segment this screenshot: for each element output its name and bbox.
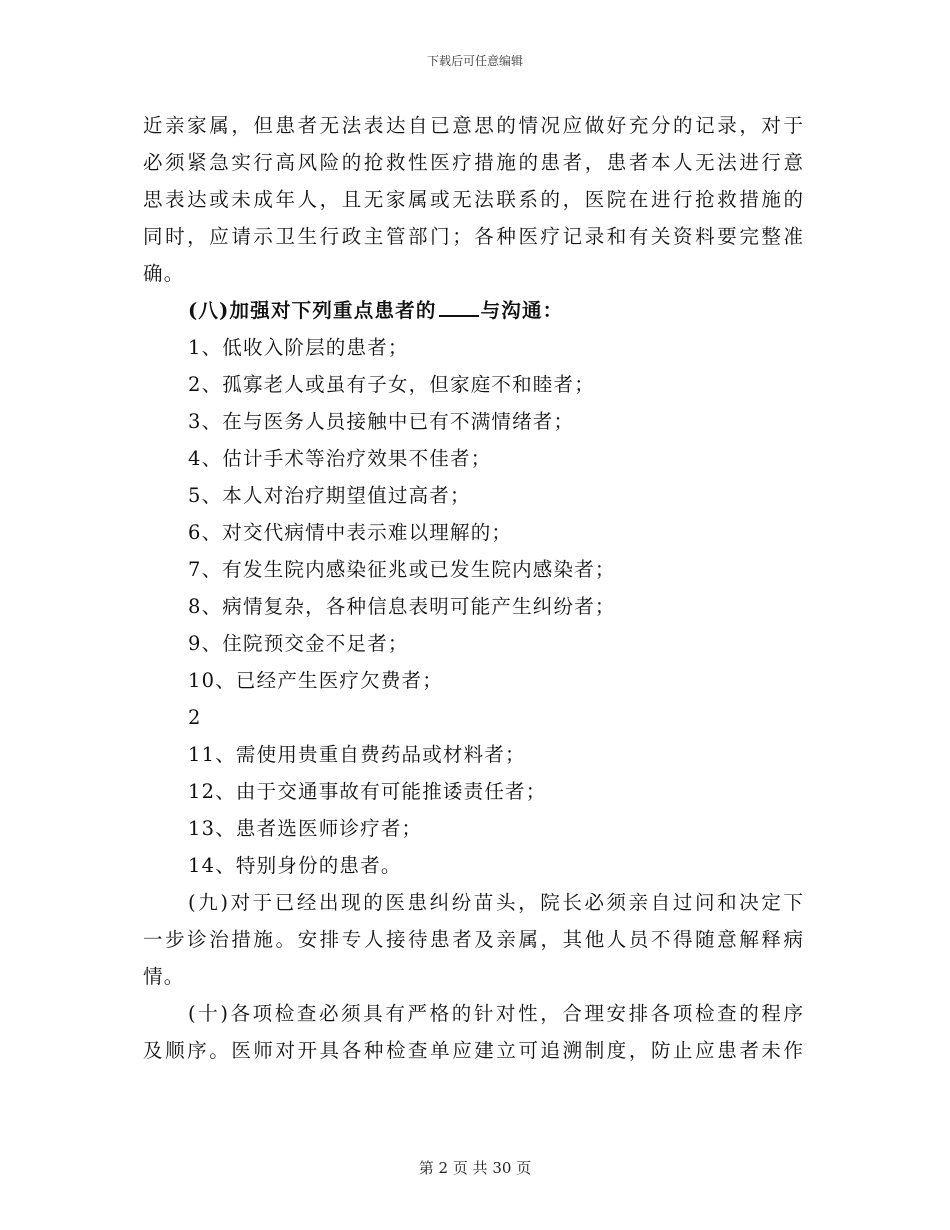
paragraph-section-10: [143, 1000, 803, 1074]
text-line: 一步诊治措施。安排专人接待患者及亲属，其他人员不得随意解释病: [143, 928, 803, 951]
text-line: 思表达或未成年人，且无家属或无法联系的，医院在进行抢救措施的: [143, 188, 803, 211]
page-marker: 2: [188, 706, 202, 729]
paragraph-continued: [143, 112, 803, 297]
list-item: 10、已经产生医疗欠费者；: [188, 669, 443, 692]
list-item: 2、孤寡老人或虽有子女，但家庭不和睦者；: [188, 373, 595, 396]
list-item: 3、在与医务人员接触中已有不满情绪者；: [188, 410, 575, 433]
list-item: 8、病情复杂，各种信息表明可能产生纠纷者；: [188, 595, 616, 618]
text-line: 情。: [143, 965, 185, 988]
list-item: 7、有发生院内感染征兆或已发生院内感染者；: [188, 558, 616, 581]
list-item: 13、患者选医师诊疗者；: [188, 817, 423, 840]
text-line: 近亲家属，但患者无法表达自已意思的情况应做好充分的记录，对于: [143, 114, 803, 137]
text-line: 及顺序。医师对开具各种检查单应建立可追溯制度，防止应患者未作: [143, 1039, 803, 1062]
text-line: 必须紧急实行高风险的抢救性医疗措施的患者，患者本人无法进行意: [143, 151, 803, 174]
list-item: 4、估计手术等治疗效果不佳者；: [188, 447, 492, 470]
text-line: 同时，应请示卫生行政主管部门；各种医疗记录和有关资料要完整准: [143, 225, 803, 248]
list-item: 5、本人对治疗期望值过高者；: [188, 484, 471, 507]
list-item: 12、由于交通事故有可能推诿责任者；: [188, 780, 547, 803]
list-item: 11、需使用贵重自费药品或材料者；: [188, 743, 526, 766]
list-item: 9、住院预交金不足者；: [188, 632, 409, 655]
text-line: 确。: [143, 262, 185, 285]
page-footer: 第 2 页 共 30 页: [418, 1159, 532, 1177]
page-header: 下载后可任意编辑: [426, 54, 523, 68]
list-item: 6、对交代病情中表示难以理解的；: [188, 521, 513, 544]
list-item: 14、特别身份的患者。: [188, 854, 402, 877]
text-line: (九)对于已经出现的医患纠纷苗头，院长必须亲自过问和决定下: [188, 891, 803, 914]
section-heading: [143, 297, 803, 334]
section-heading-text: 与沟通：: [480, 299, 564, 322]
section-heading-text: (八)加强对下列重点患者的: [188, 299, 437, 322]
fill-in-blank: [439, 297, 479, 317]
paragraph-section-9: [143, 889, 803, 1000]
key-patient-list: [143, 334, 803, 889]
text-line: (十)各项检查必须具有严格的针对性，合理安排各项检查的程序: [188, 1002, 803, 1025]
document-body: [143, 112, 803, 1074]
list-item: 1、低收入阶层的患者；: [188, 336, 409, 359]
